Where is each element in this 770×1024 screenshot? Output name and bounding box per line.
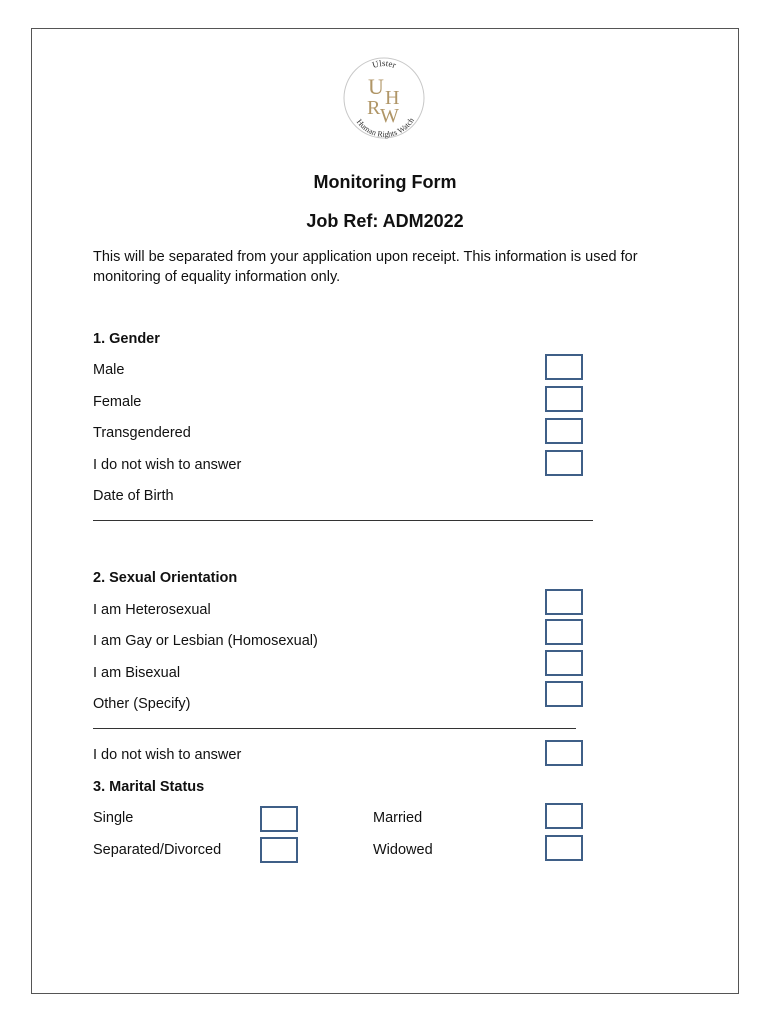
orientation-gay-lesbian-checkbox[interactable] (545, 619, 583, 645)
marital-widowed-checkbox[interactable] (545, 835, 583, 861)
gender-transgendered-label: Transgendered (93, 425, 191, 441)
orientation-bisexual-label: I am Bisexual (93, 665, 181, 681)
svg-text:Human Rights Watch: Human Rights Watch (354, 116, 416, 139)
uhrw-logo (338, 52, 430, 144)
gender-no-answer-label: I do not wish to answer (93, 457, 242, 473)
marital-married-checkbox[interactable] (545, 803, 583, 829)
marital-separated-label: Separated/Divorced (93, 842, 222, 858)
gender-male-label: Male (93, 362, 125, 378)
intro-text (93, 247, 693, 287)
orientation-heterosexual-label: I am Heterosexual (93, 602, 211, 618)
orientation-no-answer-checkbox[interactable] (545, 740, 583, 766)
orientation-other-label: Other (Specify) (93, 696, 191, 712)
gender-male-checkbox[interactable] (545, 354, 583, 380)
form-title: Monitoring Form (313, 172, 457, 192)
gender-no-answer-checkbox[interactable] (545, 450, 583, 476)
intro-line-2: monitoring of equality information only. (93, 269, 341, 285)
gender-female-label: Female (93, 394, 142, 410)
gender-female-checkbox[interactable] (545, 386, 583, 412)
orientation-heading: 2. Sexual Orientation (93, 570, 238, 586)
orientation-bisexual-checkbox[interactable] (545, 650, 583, 676)
date-of-birth-field[interactable] (93, 520, 593, 521)
marital-married-label: Married (373, 810, 423, 826)
orientation-heterosexual-checkbox[interactable] (545, 589, 583, 615)
marital-single-label: Single (93, 810, 134, 826)
marital-widowed-label: Widowed (373, 842, 433, 858)
date-of-birth-label: Date of Birth (93, 488, 174, 504)
svg-text:H: H (385, 87, 400, 109)
gender-heading: 1. Gender (93, 331, 160, 347)
orientation-other-specify-field[interactable] (93, 728, 576, 729)
svg-text:U: U (368, 74, 384, 99)
orientation-no-answer-label: I do not wish to answer (93, 747, 242, 763)
intro-line-1: This will be separated from your application upon receipt. This information is used for (93, 249, 638, 265)
orientation-gay-lesbian-label: I am Gay or Lesbian (Homosexual) (93, 633, 318, 649)
marital-heading: 3. Marital Status (93, 779, 205, 795)
logo-emblem (338, 52, 430, 144)
marital-single-checkbox[interactable] (260, 806, 298, 832)
svg-text:W: W (380, 105, 399, 127)
gender-transgendered-checkbox[interactable] (545, 418, 583, 444)
job-reference: Job Ref: ADM2022 (306, 211, 464, 231)
svg-text:R: R (367, 97, 381, 119)
marital-separated-checkbox[interactable] (260, 837, 298, 863)
svg-text:Ulster: Ulster (370, 57, 398, 71)
orientation-other-checkbox[interactable] (545, 681, 583, 707)
